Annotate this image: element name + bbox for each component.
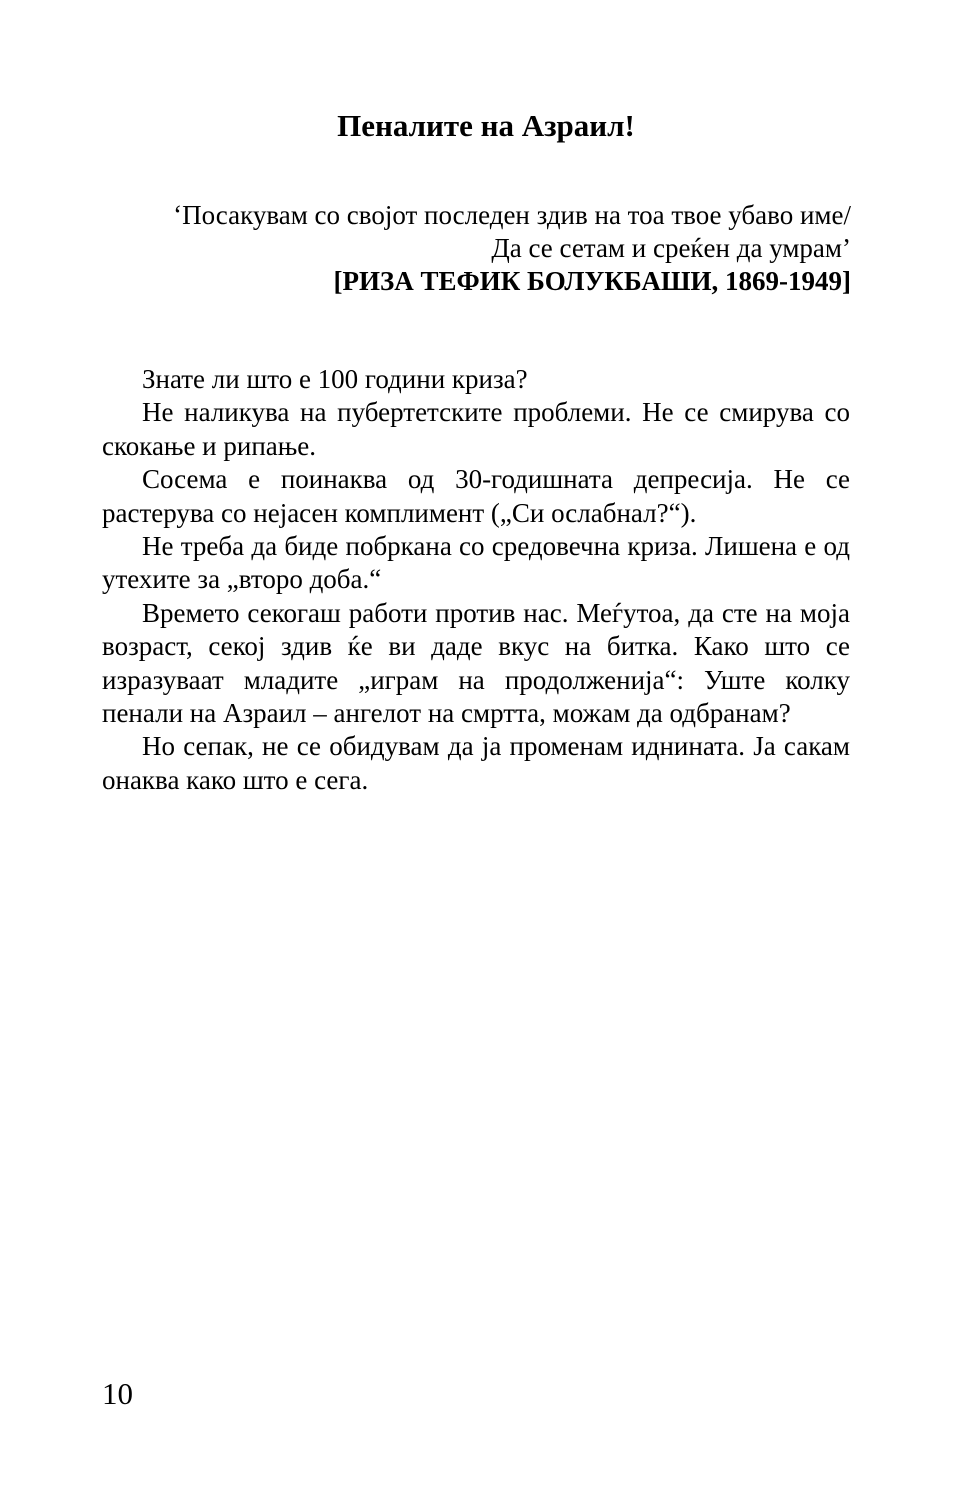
paragraph: Но сепак, не се обидувам да ја променам иднината. Ја сакам онаква како што е сега. [102, 731, 850, 795]
paragraph: Сосема е поинаква од 30-годишната депресија. Не се растерува со нејасен комплимент („Си ослабнал?“). [102, 464, 850, 528]
paragraph: Не наликува на пубертетските проблеми. Не се смирува со скокање и рипање. [102, 397, 850, 461]
paragraph: Знате ли што е 100 години криза? [142, 364, 528, 394]
chapter-title: Пеналите на Азраил! [337, 108, 635, 143]
epigraph-line: ‘Посакувам со својот последен здив на тоа твое убаво име/ [173, 200, 851, 230]
body-text [102, 363, 850, 797]
epigraph-line: Да се сетам и среќен да умрам’ [491, 233, 851, 263]
paragraph: Времето секогаш работи против нас. Меѓутоа, да сте на моја возраст, секој здив ќе ви даде вкус на битка. Како што се изразуваат младите „играм на продолженија“: Уште колку пенали на Азраил – ангелот на смртта, можам да одбранам? [102, 597, 850, 729]
epigraph-attribution: [РИЗА ТЕФИК БОЛУКБАШИ, 1869-1949] [333, 266, 851, 296]
epigraph [91, 199, 851, 298]
page-number: 10 [102, 1376, 133, 1411]
paragraph: Не треба да биде побркана со средовечна криза. Лишена е од утехите за „второ доба.“ [102, 531, 850, 595]
